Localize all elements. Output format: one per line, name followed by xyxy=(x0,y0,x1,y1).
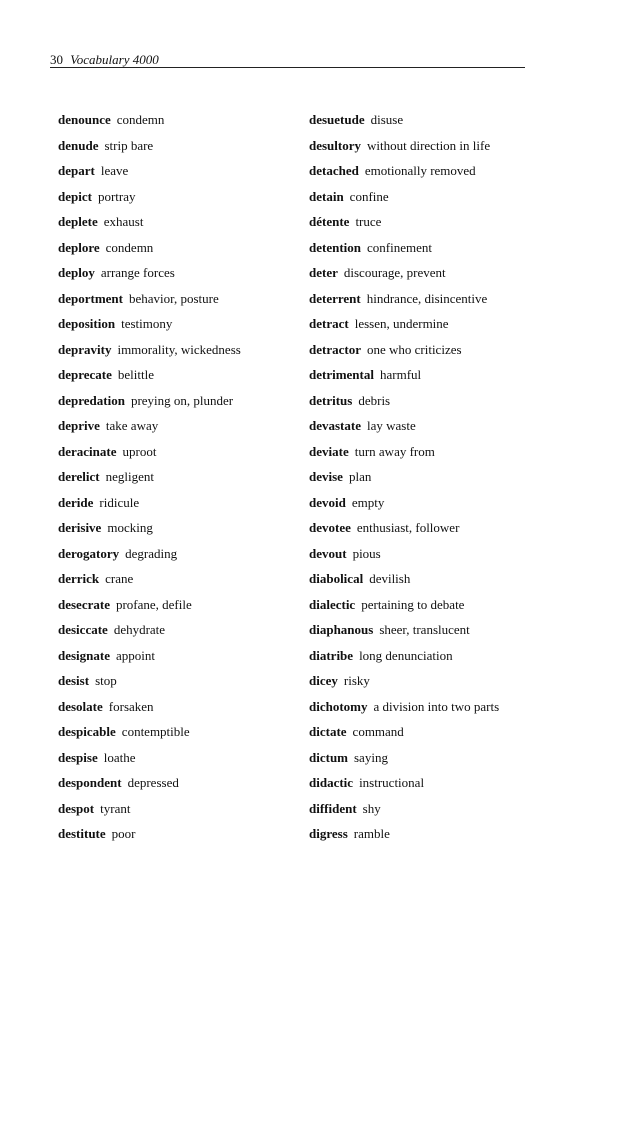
vocab-entry xyxy=(309,800,381,817)
vocab-entry xyxy=(309,468,371,485)
vocab-word: desolate xyxy=(58,698,103,714)
vocab-entry xyxy=(309,545,381,562)
vocab-word: deploy xyxy=(58,265,95,280)
vocab-definition: pertaining to debate xyxy=(361,596,465,612)
vocab-word: derisive xyxy=(58,520,102,535)
vocab-definition: lay waste xyxy=(367,418,416,433)
vocab-definition: disuse xyxy=(370,112,404,127)
vocab-entry xyxy=(309,672,370,689)
vocab-entry xyxy=(58,749,136,766)
vocab-word: deplete xyxy=(58,214,98,229)
vocab-word: devastate xyxy=(309,418,361,433)
vocab-definition: debris xyxy=(358,392,391,408)
vocab-entry xyxy=(58,698,154,715)
vocab-definition: leave xyxy=(100,163,129,178)
vocab-definition: emotionally removed xyxy=(364,163,476,178)
vocab-definition: depressed xyxy=(127,775,179,790)
vocab-definition: condemn xyxy=(116,112,165,127)
vocab-entry xyxy=(309,162,476,179)
vocab-definition: exhaust xyxy=(103,214,144,229)
vocab-word: deterrent xyxy=(309,290,361,306)
vocab-word: derelict xyxy=(58,469,100,484)
vocab-word: dictate xyxy=(309,724,347,739)
vocab-definition: profane, defile xyxy=(115,596,192,612)
vocab-word: detain xyxy=(309,188,344,204)
vocab-word: desecrate xyxy=(58,596,110,612)
vocab-entry xyxy=(58,723,190,740)
vocab-word: detract xyxy=(309,316,349,331)
vocab-definition: lessen, undermine xyxy=(354,316,449,331)
vocab-definition: belittle xyxy=(117,367,155,382)
vocab-definition: testimony xyxy=(121,316,173,331)
vocab-definition: uproot xyxy=(122,443,157,459)
vocab-definition: hindrance, disincentive xyxy=(366,290,488,306)
vocab-entry xyxy=(309,366,421,383)
vocab-entry xyxy=(58,570,133,587)
vocab-definition: instructional xyxy=(359,775,425,790)
vocab-definition: ridicule xyxy=(99,494,140,510)
vocab-entry xyxy=(58,417,158,434)
vocab-word: derrick xyxy=(58,571,100,586)
vocab-definition: risky xyxy=(343,673,370,688)
vocab-word: designate xyxy=(58,647,110,663)
vocab-entry xyxy=(309,213,381,230)
vocab-word: destitute xyxy=(58,826,106,841)
vocab-word: devotee xyxy=(309,520,351,535)
vocab-word: dictum xyxy=(309,749,348,765)
vocab-entry xyxy=(58,825,136,842)
vocab-definition: arrange forces xyxy=(100,265,175,280)
vocab-entry xyxy=(309,519,459,536)
vocab-definition: a division into two parts xyxy=(373,698,500,714)
vocab-word: deviate xyxy=(309,443,349,459)
vocab-definition: forsaken xyxy=(108,698,154,714)
vocab-word: deter xyxy=(309,265,338,280)
vocab-word: denude xyxy=(58,137,99,153)
vocab-word: detached xyxy=(309,163,359,178)
vocab-definition: preying on, plunder xyxy=(130,392,234,408)
vocab-word: deprecate xyxy=(58,367,112,382)
vocab-word: despicable xyxy=(58,724,116,739)
vocab-entry xyxy=(309,749,388,766)
vocab-entry xyxy=(309,774,424,791)
vocab-entry xyxy=(58,621,165,638)
vocab-definition: behavior, posture xyxy=(129,290,219,306)
vocab-definition: plan xyxy=(348,469,372,484)
vocab-entry xyxy=(58,366,154,383)
vocab-entry xyxy=(58,800,130,817)
vocab-definition: degrading xyxy=(125,545,178,561)
vocab-entry xyxy=(58,264,175,281)
vocab-definition: negligent xyxy=(105,469,155,484)
vocab-word: devoid xyxy=(309,494,346,510)
vocab-definition: dehydrate xyxy=(113,622,166,637)
vocab-word: denounce xyxy=(58,112,111,127)
vocab-entry xyxy=(309,239,432,256)
vocab-word: despise xyxy=(58,749,98,765)
vocab-entry xyxy=(309,315,449,332)
vocab-entry xyxy=(309,392,390,409)
vocab-entry xyxy=(58,188,136,205)
vocab-definition: devilish xyxy=(369,571,411,586)
vocab-definition: portray xyxy=(97,188,136,204)
vocab-entry xyxy=(58,111,164,128)
vocab-definition: immorality, wickedness xyxy=(117,341,241,357)
vocab-word: desuetude xyxy=(309,112,365,127)
vocab-entry xyxy=(309,647,453,664)
vocab-word: diffident xyxy=(309,800,357,816)
vocab-entry xyxy=(309,417,416,434)
vocab-entry xyxy=(309,188,389,205)
vocab-definition: pious xyxy=(352,545,381,561)
vocab-word: deplore xyxy=(58,239,100,255)
book-title: Vocabulary 4000 xyxy=(70,52,159,67)
vocab-word: detrimental xyxy=(309,367,374,382)
vocab-word: despondent xyxy=(58,775,122,790)
vocab-definition: stop xyxy=(95,673,117,688)
vocab-definition: enthusiast, follower xyxy=(356,520,460,535)
vocab-word: detractor xyxy=(309,341,361,357)
vocab-word: detritus xyxy=(309,392,353,408)
vocab-definition: poor xyxy=(111,826,136,841)
vocab-entry xyxy=(58,647,155,664)
vocab-word: deride xyxy=(58,494,94,510)
vocab-word: dialectic xyxy=(309,596,356,612)
vocab-word: didactic xyxy=(309,775,354,790)
vocab-entry xyxy=(58,443,156,460)
vocab-entry xyxy=(309,111,403,128)
vocab-definition: strip bare xyxy=(104,137,154,153)
vocab-entry xyxy=(309,621,470,638)
vocab-word: deportment xyxy=(58,290,123,306)
vocab-entry xyxy=(58,213,143,230)
vocab-definition: appoint xyxy=(116,647,155,663)
vocab-definition: saying xyxy=(354,749,388,765)
vocab-entry xyxy=(309,698,499,715)
vocab-definition: tyrant xyxy=(100,800,131,816)
vocab-definition: truce xyxy=(355,214,382,229)
vocab-word: deposition xyxy=(58,316,116,331)
vocab-word: depredation xyxy=(58,392,125,408)
vocab-entry xyxy=(58,468,154,485)
vocab-word: devout xyxy=(309,545,347,561)
vocab-entry xyxy=(58,341,241,358)
vocab-definition: ramble xyxy=(353,826,390,841)
vocab-word: diatribe xyxy=(309,647,354,663)
vocab-entry xyxy=(309,443,435,460)
vocab-entry xyxy=(309,494,384,511)
vocab-entry xyxy=(309,596,464,613)
vocab-definition: turn away from xyxy=(354,443,435,459)
vocab-word: depart xyxy=(58,163,95,178)
vocab-entry xyxy=(58,315,172,332)
vocab-definition: condemn xyxy=(105,239,154,255)
vocab-definition: shy xyxy=(362,800,381,816)
vocab-word: desist xyxy=(58,673,90,688)
vocab-entry xyxy=(58,162,128,179)
vocab-definition: harmful xyxy=(379,367,422,382)
vocab-word: deracinate xyxy=(58,443,117,459)
vocab-word: digress xyxy=(309,826,348,841)
vocab-word: dicey xyxy=(309,673,338,688)
vocab-word: detention xyxy=(309,239,361,255)
vocab-definition: take away xyxy=(105,418,159,433)
vocab-word: diabolical xyxy=(309,571,364,586)
vocab-word: depict xyxy=(58,188,92,204)
vocab-entry xyxy=(309,825,390,842)
vocab-definition: contemptible xyxy=(121,724,190,739)
vocab-definition: mocking xyxy=(107,520,153,535)
vocab-word: desiccate xyxy=(58,622,108,637)
vocab-entry xyxy=(58,545,177,562)
vocab-word: despot xyxy=(58,800,95,816)
vocab-entry xyxy=(309,290,487,307)
vocab-definition: confine xyxy=(349,188,389,204)
vocab-entry xyxy=(58,290,219,307)
vocab-definition: command xyxy=(352,724,404,739)
vocab-word: desultory xyxy=(309,137,361,153)
vocab-word: depravity xyxy=(58,341,112,357)
vocab-definition: crane xyxy=(105,571,134,586)
vocab-entry xyxy=(309,723,404,740)
vocab-entry xyxy=(58,672,117,689)
vocab-entry xyxy=(58,596,192,613)
vocab-word: derogatory xyxy=(58,545,120,561)
vocab-word: devise xyxy=(309,469,343,484)
vocab-definition: confinement xyxy=(367,239,432,255)
page-number: 30 xyxy=(50,52,63,67)
vocab-word: deprive xyxy=(58,418,100,433)
vocab-definition: empty xyxy=(351,494,385,510)
vocab-entry xyxy=(309,264,446,281)
vocab-entry xyxy=(309,570,410,587)
vocab-entry xyxy=(58,137,153,154)
vocab-entry xyxy=(58,774,179,791)
vocab-entry xyxy=(58,519,153,536)
vocab-definition: discourage, prevent xyxy=(343,265,446,280)
vocab-word: détente xyxy=(309,214,350,229)
page-header xyxy=(50,52,525,68)
vocab-entry xyxy=(309,341,462,358)
vocab-entry xyxy=(58,239,153,256)
vocab-entry xyxy=(309,137,490,154)
vocab-entry xyxy=(58,494,139,511)
vocab-definition: long denunciation xyxy=(359,647,453,663)
vocab-definition: loathe xyxy=(103,749,136,765)
vocab-entry xyxy=(58,392,233,409)
vocab-definition: sheer, translucent xyxy=(379,622,470,637)
vocab-definition: one who criticizes xyxy=(366,341,462,357)
vocab-definition: without direction in life xyxy=(367,137,491,153)
vocab-word: dichotomy xyxy=(309,698,368,714)
vocab-word: diaphanous xyxy=(309,622,374,637)
